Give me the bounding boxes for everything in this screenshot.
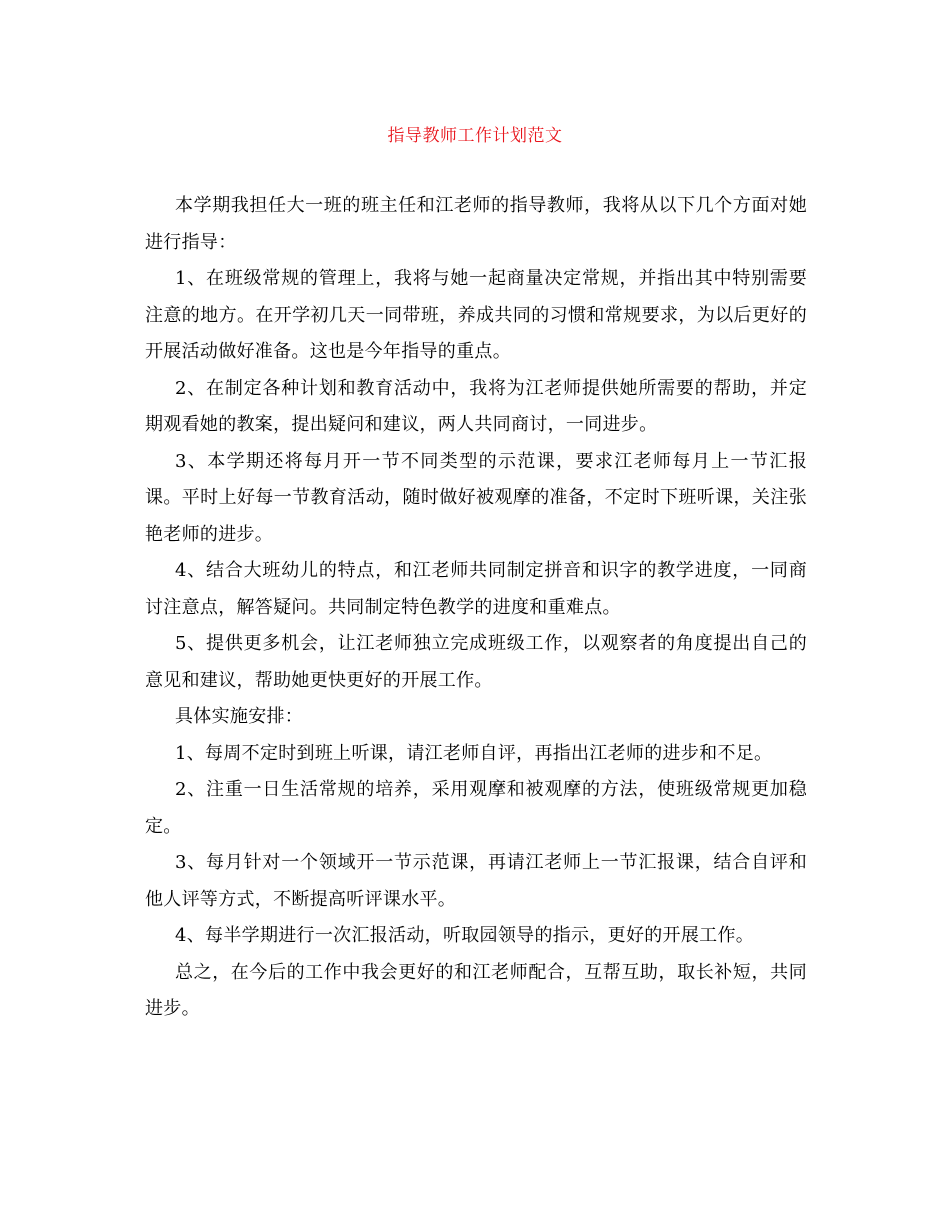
implementation-item-3: 3、每月针对一个领域开一节示范课，再请江老师上一节汇报课，结合自评和他人评等方式，不断提高听评课水平。 bbox=[145, 852, 807, 910]
implementation-item-2: 2、注重一日生活常规的培养，采用观摩和被观摩的方法，使班级常规更加稳定。 bbox=[145, 779, 807, 837]
intro-paragraph: 本学期我担任大一班的班主任和江老师的指导教师，我将从以下几个方面对她进行指导： bbox=[145, 195, 807, 253]
implementation-item-4: 4、每半学期进行一次汇报活动，听取园领导的指示，更好的开展工作。 bbox=[175, 925, 755, 946]
document-body bbox=[145, 188, 807, 1028]
implementation-item-1: 1、每周不定时到班上听课，请江老师自评，再指出江老师的进步和不足。 bbox=[175, 742, 773, 764]
document-title: 指导教师工作计划范文 bbox=[387, 126, 563, 146]
guidance-item-3: 3、本学期还将每月开一节不同类型的示范课，要求江老师每月上一节汇报课。平时上好每一节教育活动，随时做好被观摩的准备，不定时下班听课，关注张艳老师的进步。 bbox=[145, 450, 807, 545]
conclusion-paragraph: 总之，在今后的工作中我会更好的和江老师配合，互帮互助，取长补短，共同进步。 bbox=[145, 961, 807, 1019]
guidance-item-5: 5、提供更多机会，让江老师独立完成班级工作，以观察者的角度提出自己的意见和建议，帮助她更快更好的开展工作。 bbox=[145, 633, 807, 691]
guidance-item-4: 4、结合大班幼儿的特点，和江老师共同制定拼音和识字的教学进度，一同商讨注意点，解答疑问。共同制定特色教学的进度和重难点。 bbox=[145, 560, 807, 618]
guidance-item-2: 2、在制定各种计划和教育活动中，我将为江老师提供她所需要的帮助，并定期观看她的教案，提出疑问和建议，两人共同商讨，一同进步。 bbox=[145, 377, 807, 435]
guidance-item-1: 1、在班级常规的管理上，我将与她一起商量决定常规，并指出其中特别需要注意的地方。在开学初几天一同带班，养成共同的习惯和常规要求，为以后更好的开展活动做好准备。这也是今年指导的重点。 bbox=[145, 268, 807, 362]
implementation-heading: 具体实施安排： bbox=[175, 706, 304, 727]
